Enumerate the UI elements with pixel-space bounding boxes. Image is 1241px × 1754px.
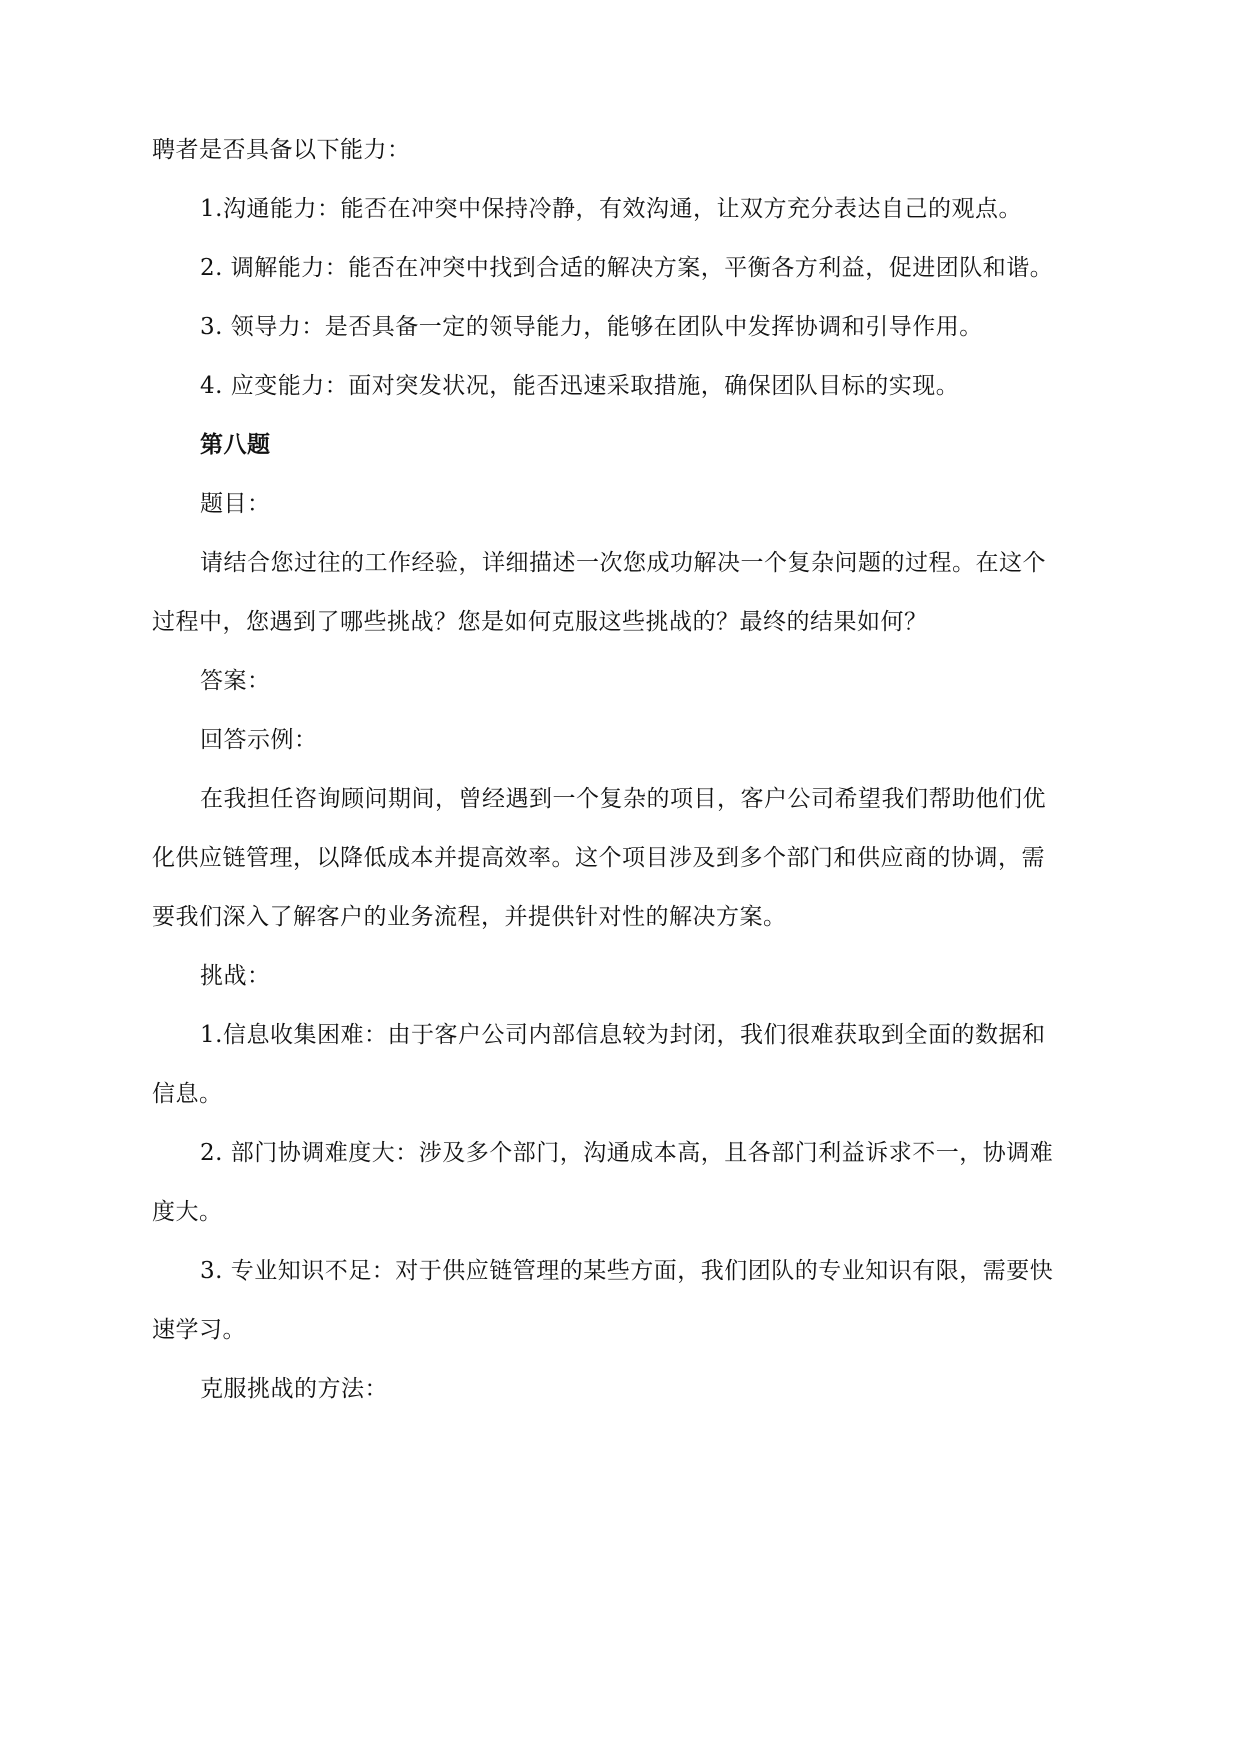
list-item: 4. 应变能力：面对突发状况，能否迅速采取措施，确保团队目标的实现。 xyxy=(200,373,960,399)
label-line: 题目： xyxy=(200,491,271,517)
list-item: 2. 调解能力：能否在冲突中找到合适的解决方案，平衡各方利益，促进团队和谐。 xyxy=(200,255,1054,281)
section-heading: 第八题 xyxy=(200,431,271,458)
list-item: 1.沟通能力：能否在冲突中保持冷静，有效沟通，让双方充分表达自己的观点。 xyxy=(200,196,1022,222)
paragraph-line: 请结合您过往的工作经验，详细描述一次您成功解决一个复杂问题的过程。在这个 xyxy=(200,550,1046,576)
paragraph-line: 要我们深入了解客户的业务流程，并提供针对性的解决方案。 xyxy=(152,904,787,930)
list-item: 3. 领导力：是否具备一定的领导能力，能够在团队中发挥协调和引导作用。 xyxy=(200,314,983,340)
label-line: 克服挑战的方法： xyxy=(200,1376,388,1402)
paragraph-line: 化供应链管理，以降低成本并提高效率。这个项目涉及到多个部门和供应商的协调，需 xyxy=(152,845,1045,871)
label-line: 挑战： xyxy=(200,963,271,989)
label-line: 答案： xyxy=(200,668,271,694)
paragraph-line: 聘者是否具备以下能力： xyxy=(152,137,411,163)
list-item-continuation: 速学习。 xyxy=(152,1317,246,1343)
list-item: 3. 专业知识不足：对于供应链管理的某些方面，我们团队的专业知识有限，需要快 xyxy=(200,1258,1054,1284)
paragraph-line: 过程中，您遇到了哪些挑战？您是如何克服这些挑战的？最终的结果如何？ xyxy=(152,609,928,635)
paragraph-line: 在我担任咨询顾问期间，曾经遇到一个复杂的项目，客户公司希望我们帮助他们优 xyxy=(200,786,1046,812)
label-line: 回答示例： xyxy=(200,727,318,753)
list-item: 2. 部门协调难度大：涉及多个部门，沟通成本高，且各部门利益诉求不一，协调难 xyxy=(200,1140,1054,1166)
list-item: 1.信息收集困难：由于客户公司内部信息较为封闭，我们很难获取到全面的数据和 xyxy=(200,1022,1046,1048)
list-item-continuation: 度大。 xyxy=(152,1199,223,1225)
list-item-continuation: 信息。 xyxy=(152,1081,223,1107)
